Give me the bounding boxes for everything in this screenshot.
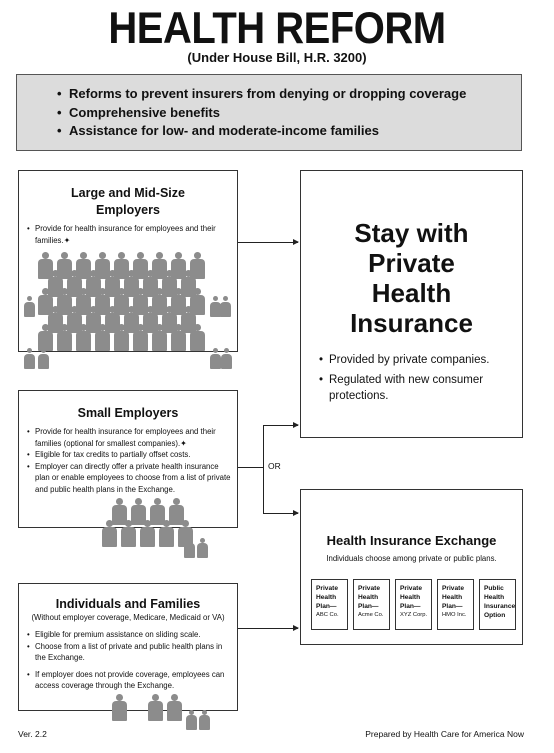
goals-banner	[16, 74, 522, 151]
small-employers-bullet: • Provide for health insurance for employees and their families (optional for smallest companies).✦	[35, 426, 235, 449]
exchange-subtitle: Individuals choose among private or public plans.	[326, 554, 497, 563]
connector-small-stub	[238, 467, 263, 468]
individuals-note: • If employer does not provide coverage, employees can access coverage through the Exchange.	[35, 669, 235, 692]
large-employers-title-1: Large and Mid-Size	[71, 186, 185, 200]
or-label: OR	[268, 461, 281, 471]
arrow-individuals-to-exchange	[238, 628, 298, 629]
arrow-small-to-private	[263, 425, 298, 426]
small-employers-bullet: • Employer can directly offer a private health insurance plan or enable employees to choose from a list of private and public health plans in the Exchange.	[35, 461, 235, 496]
plan-card: Private Health Plan— XYZ Corp.	[395, 579, 432, 630]
plan-card: Private Health Plan— Acme Co.	[353, 579, 390, 630]
exchange-title: Health Insurance Exchange	[326, 533, 497, 548]
plan-card: Private Health Plan— ABC Co.	[311, 579, 348, 630]
individuals-title: Individuals and Families	[55, 597, 201, 611]
plan-card-public: Public Health Insurance Option	[479, 579, 516, 630]
connector-split-line	[263, 425, 264, 513]
page-subtitle: (Under House Bill, H.R. 3200)	[187, 50, 367, 65]
individuals-people-icon	[110, 690, 215, 738]
private-insurance-title-line: Health	[371, 278, 452, 308]
individuals-bullet: • Choose from a list of private and public health plans in the Exchange.	[35, 641, 235, 664]
arrow-large-to-private	[238, 242, 298, 243]
exchange-box	[300, 489, 523, 645]
goal-item: • Assistance for low- and moderate-income families	[69, 122, 521, 141]
small-employers-title: Small Employers	[77, 406, 179, 420]
page-title: HEALTH REFORM	[108, 4, 446, 54]
large-employers-bullet: • Provide for health insurance for employees and their families.✦	[35, 223, 235, 246]
large-employers-title-2: Employers	[96, 203, 160, 217]
version-label: Ver. 2.2	[18, 729, 47, 739]
individuals-subtitle: (Without employer coverage, Medicare, Medicaid or VA)	[31, 613, 225, 622]
small-employers-people-icon	[100, 498, 215, 570]
goal-item: • Comprehensive benefits	[69, 104, 521, 123]
private-insurance-box	[300, 170, 523, 438]
private-insurance-bullet: • Regulated with new consumer protections.	[329, 372, 519, 404]
large-employers-people-icon	[24, 252, 239, 374]
goal-item: • Reforms to prevent insurers from denying or dropping coverage	[69, 85, 521, 104]
small-employers-bullet: • Eligible for tax credits to partially offset costs.	[35, 449, 235, 461]
private-insurance-title-line: Insurance	[350, 308, 473, 338]
private-insurance-title-line: Stay with	[354, 218, 469, 248]
private-insurance-title-line: Private	[368, 248, 455, 278]
credit-label: Prepared by Health Care for America Now	[365, 729, 524, 739]
individuals-bullet: • Eligible for premium assistance on sliding scale.	[35, 629, 235, 641]
arrow-small-to-exchange	[263, 513, 298, 514]
private-insurance-bullet: • Provided by private companies.	[329, 352, 519, 368]
plan-card: Private Health Plan— HMO Inc.	[437, 579, 474, 630]
